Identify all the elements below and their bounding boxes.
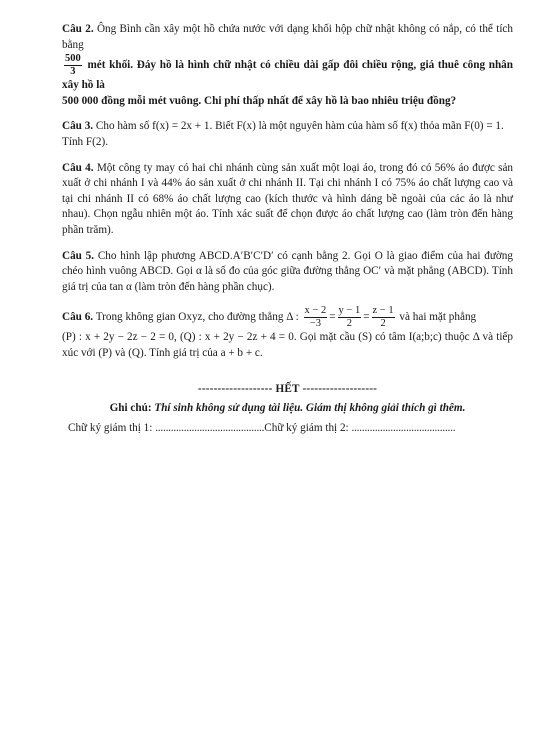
question-4-label: Câu 4. bbox=[62, 161, 94, 174]
question-2 bbox=[62, 22, 513, 109]
question-6-fraction-z bbox=[372, 305, 395, 330]
question-3-line-2: Tính F(2). bbox=[62, 135, 108, 148]
question-3-label: Câu 3. bbox=[62, 120, 94, 133]
question-6-fraction-y bbox=[338, 305, 362, 330]
question-2-label: Câu 2. bbox=[62, 23, 94, 35]
fraction-x-denominator: −3 bbox=[309, 318, 321, 330]
signature-1-label: Chữ ký giám thị 1: bbox=[68, 421, 153, 434]
question-6-text-a: Trong không gian Oxyz, cho đường thẳng Δ : bbox=[95, 311, 299, 324]
fraction-x-numerator: x − 2 bbox=[304, 305, 327, 317]
question-5-label: Câu 5. bbox=[62, 249, 95, 262]
signature-2-label: Chữ ký giám thị 2: bbox=[264, 421, 349, 434]
question-6-text-b: và hai mặt phẳng bbox=[399, 311, 477, 324]
question-3-line-1: Cho hàm số f(x) = 2x + 1. Biết F(x) là một nguyên hàm của hàm số f(x) thỏa mãn F(0) = 1. bbox=[95, 120, 504, 133]
signature-2-dots: ........................................ bbox=[351, 421, 456, 434]
question-4-text: Một công ty may có hai chi nhánh cùng sản xuất một loại áo, trong đó có 56% áo được sản xuất ở chi nhánh I và 44% áo sản xuất ở chi nhánh II. Tại chi nhánh I có 75% áo chất lượng cao và tại chi nhánh II có 68% áo chất lượng cao (kích thước và hình dáng bề ngoài của các áo là như nhau). Chọn ngẫu nhiên một áo. Tính xác suất để chọn được áo chất lượng cao (làm tròn đến hàng phần trăm). bbox=[62, 161, 514, 236]
end-marker: ------------------- HẾT ------------------- bbox=[197, 382, 378, 395]
signature-1-dots: .......................................... bbox=[155, 421, 265, 434]
question-6-label: Câu 6. bbox=[62, 311, 94, 324]
fraction-z-numerator: z − 1 bbox=[372, 305, 394, 317]
question-3 bbox=[62, 119, 513, 150]
question-6-fraction-x bbox=[304, 305, 328, 330]
question-2-fraction bbox=[64, 53, 82, 78]
question-2-text-c: 500 000 đồng mỗi mét vuông. Chi phí thấp nhất để xây hồ là bao nhiêu triệu đồng? bbox=[62, 94, 457, 107]
fraction-y-denominator: 2 bbox=[346, 318, 352, 330]
fraction-z-denominator: 2 bbox=[380, 318, 386, 330]
question-2-text-a: Ông Bình cần xây một hồ chứa nước với dạng khối hộp chữ nhật không có nắp, có thể tích bằng bbox=[62, 23, 513, 51]
question-6: Câu 6. Trong không gian Oxyz, cho đường thẳng Δ : $\frac{x - 2}{-3}$ = $\frac{y - 1}{2}$ = $\frac{z - 1}{2}$ và hai mặt phẳng (P) : x + 2y − 2z − 2 = 0, (Q) : x + 2y − 2z + 4 = 0. Gọi mặt cầu (S) có tâm I(a;b;c) thuộc Δ và tiếp xúc với (P) và (Q). Tính giá trị của a + b + c. bbox=[62, 305, 513, 359]
note-text: Thí sinh không sử dụng tài liệu. Giám thị không giải thích gì thêm. bbox=[154, 402, 466, 415]
question-6-text-c: (P) : x + 2y − 2z − 2 = 0, (Q) : x + 2y − 2z + 4 = 0. Gọi mặt cầu (S) có tâm I(a;b;c) thuộc Δ và tiếp xúc với (P) và (Q). Tính giá trị của a + b + c. bbox=[62, 331, 513, 359]
signature-line bbox=[62, 421, 513, 437]
question-5 bbox=[62, 249, 513, 296]
question-4 bbox=[62, 161, 513, 239]
question-2-fraction-numerator: 500 bbox=[65, 53, 81, 65]
exam-note bbox=[62, 401, 513, 417]
question-2-fraction-denominator: 3 bbox=[70, 66, 76, 78]
question-5-text: Cho hình lập phương ABCD.A′B′C′D′ có cạnh bằng 2. Gọi O là giao điểm của hai đường chéo hình vuông ABCD. Gọi α là số đo của góc giữa đường thẳng OC′ và mặt phẳng (ABCD). Tính giá trị của tan α (làm tròn đến hàng phần chục). bbox=[62, 249, 513, 293]
question-2-text-b: mét khối. Đáy hồ là hình chữ nhật có chiều dài gấp đôi chiều rộng, giá thuê công nhân xây hồ là bbox=[62, 59, 513, 92]
fraction-y-numerator: y − 1 bbox=[338, 305, 361, 317]
note-label: Ghi chú: bbox=[109, 402, 152, 415]
